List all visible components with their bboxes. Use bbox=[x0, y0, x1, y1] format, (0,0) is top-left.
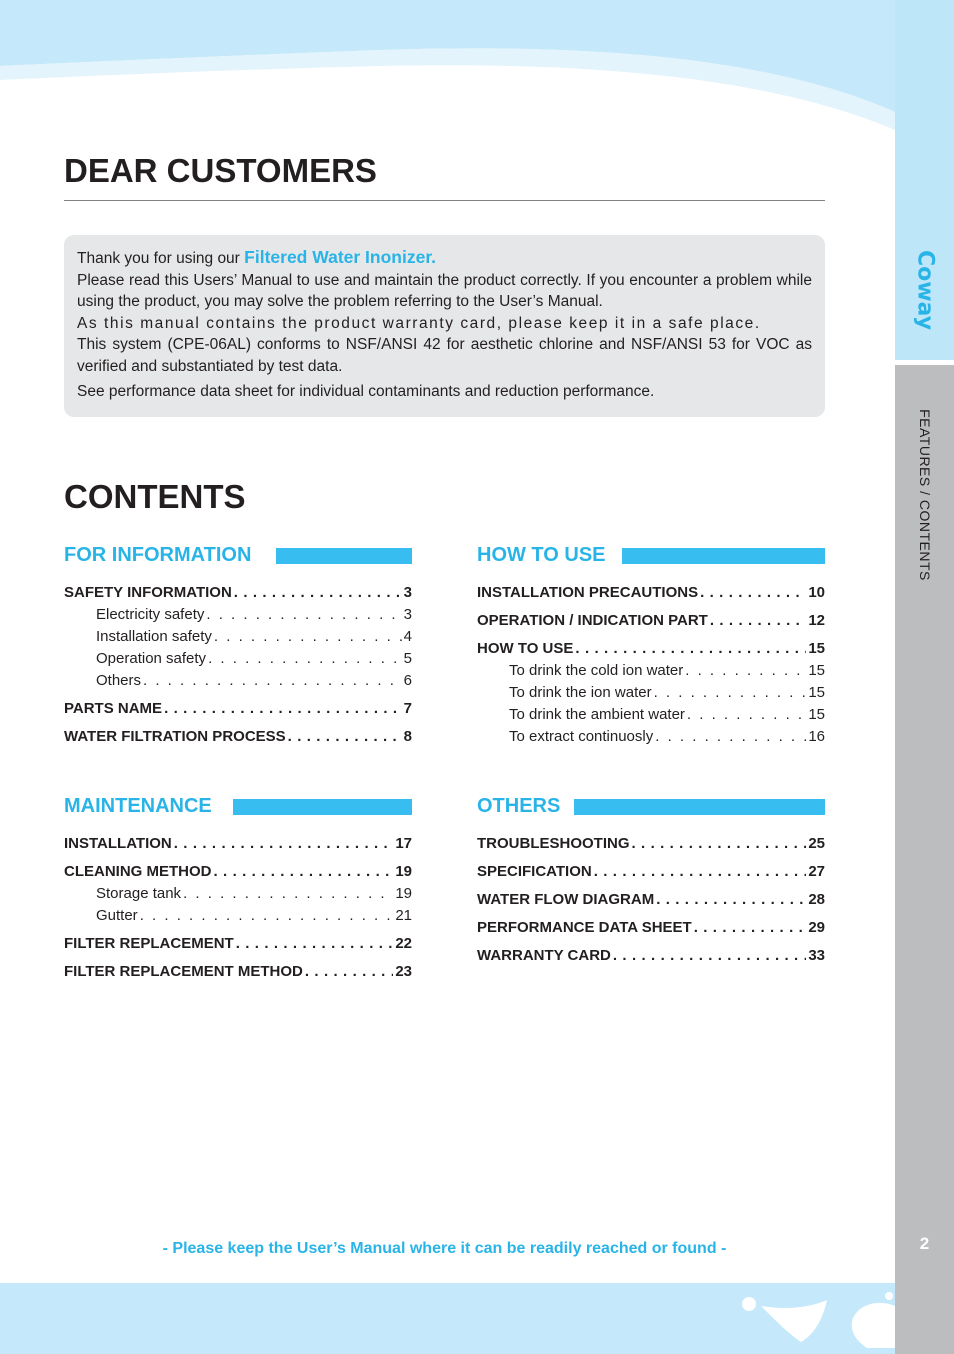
intro-lead-line bbox=[77, 247, 812, 270]
brand-logo: Coway bbox=[912, 249, 937, 331]
section-bar bbox=[622, 548, 825, 564]
toc-section-others bbox=[477, 793, 825, 967]
toc-entry-label: WATER FILTRATION PROCESS bbox=[64, 728, 286, 745]
toc-entry-label: Installation safety bbox=[96, 628, 212, 645]
toc-entry-label: Gutter bbox=[96, 907, 138, 924]
toc-list bbox=[64, 833, 412, 983]
toc-entry-label: Operation safety bbox=[96, 650, 207, 667]
toc-entry[interactable] bbox=[64, 861, 412, 883]
toc-list bbox=[477, 833, 825, 967]
toc-entry-label: Storage tank bbox=[96, 885, 182, 902]
top-wave-decoration bbox=[0, 0, 895, 130]
toc-entry-label: SAFETY INFORMATION bbox=[64, 584, 232, 601]
toc-entry[interactable] bbox=[64, 582, 412, 604]
toc-leader-dots bbox=[632, 833, 807, 855]
toc-leader-dots bbox=[143, 670, 402, 692]
toc-leader-dots bbox=[305, 961, 393, 983]
toc-entry-label: TROUBLESHOOTING bbox=[477, 835, 630, 852]
toc-entry[interactable] bbox=[477, 917, 825, 939]
intro-paragraph-2: As this manual contains the product warranty card, please keep it in a safe place. bbox=[77, 314, 761, 332]
toc-subentry[interactable] bbox=[477, 682, 825, 704]
toc-page-number: 22 bbox=[395, 935, 412, 952]
toc-leader-dots bbox=[208, 648, 402, 670]
toc-entry[interactable] bbox=[477, 638, 825, 660]
toc-entry-label: HOW TO USE bbox=[477, 640, 574, 657]
toc-subentry[interactable] bbox=[64, 604, 412, 626]
toc-leader-dots bbox=[575, 638, 806, 660]
footer-note: - Please keep the User’s Manual where it can be readily reached or found - bbox=[162, 1240, 727, 1257]
toc-page-number: 17 bbox=[395, 835, 412, 852]
toc-entry[interactable] bbox=[477, 945, 825, 967]
intro-paragraph-3: This system (CPE-06AL) conforms to NSF/ANSI 42 for aesthetic chlorine and NSF/ANSI 53 for VOC as verified and substantiated by test data. bbox=[77, 336, 812, 375]
toc-page-number: 29 bbox=[808, 919, 825, 936]
toc-entry-label: Electricity safety bbox=[96, 606, 205, 623]
intro-paragraph-4: See performance data sheet for individual contaminants and reduction performance. bbox=[77, 383, 655, 400]
toc-page-number: 28 bbox=[808, 891, 825, 908]
toc-leader-dots bbox=[236, 933, 394, 955]
toc-page-number: 33 bbox=[808, 947, 825, 964]
section-header bbox=[64, 793, 412, 819]
toc-page-number: 5 bbox=[403, 650, 412, 667]
toc-entry-label: FILTER REPLACEMENT bbox=[64, 935, 234, 952]
toc-page-number: 16 bbox=[808, 728, 825, 745]
toc-leader-dots bbox=[214, 626, 402, 648]
toc-subentry[interactable] bbox=[477, 704, 825, 726]
toc-page-number: 8 bbox=[403, 728, 412, 745]
toc-page-number: 23 bbox=[395, 963, 412, 980]
toc-subentry[interactable] bbox=[64, 648, 412, 670]
toc-entry[interactable] bbox=[64, 933, 412, 955]
toc-leader-dots bbox=[654, 682, 807, 704]
toc-entry-label: To drink the cold ion water bbox=[509, 662, 684, 679]
toc-section-maintenance bbox=[64, 793, 412, 983]
toc-leader-dots bbox=[594, 861, 807, 883]
toc-page-number: 3 bbox=[403, 606, 412, 623]
section-header bbox=[477, 542, 825, 568]
toc-leader-dots bbox=[288, 726, 402, 748]
toc-leader-dots bbox=[174, 833, 394, 855]
contents-title: CONTENTS bbox=[64, 478, 246, 515]
product-name: Filtered Water Inonizer. bbox=[244, 247, 437, 267]
toc-entry[interactable] bbox=[64, 961, 412, 983]
toc-leader-dots bbox=[710, 610, 806, 632]
toc-entry-label: INSTALLATION PRECAUTIONS bbox=[477, 584, 699, 601]
toc-entry-label: To drink the ambient water bbox=[509, 706, 685, 723]
toc-page-number: 15 bbox=[808, 662, 825, 679]
toc-section-how-to-use bbox=[477, 542, 825, 748]
section-header bbox=[64, 542, 412, 568]
toc-entry-label: PERFORMANCE DATA SHEET bbox=[477, 919, 692, 936]
toc-entry-label: Others bbox=[96, 672, 142, 689]
section-bar bbox=[276, 548, 412, 564]
toc-page-number: 6 bbox=[403, 672, 412, 689]
toc-leader-dots bbox=[656, 889, 806, 911]
toc-leader-dots bbox=[700, 582, 806, 604]
toc-subentry[interactable] bbox=[477, 660, 825, 682]
toc-leader-dots bbox=[655, 726, 806, 748]
intro-lead: Thank you for using our bbox=[77, 250, 240, 267]
toc-list bbox=[477, 582, 825, 748]
toc-page-number: 4 bbox=[403, 628, 412, 645]
page-title: DEAR CUSTOMERS bbox=[64, 152, 377, 189]
toc-page-number: 12 bbox=[808, 612, 825, 629]
toc-page-number: 10 bbox=[808, 584, 825, 601]
intro-paragraph-1: Please read this Users’ Manual to use and maintain the product correctly. If you encounter a problem while using the product, you may solve the problem referring to the User’s Manual. bbox=[77, 271, 812, 310]
toc-section-for-information bbox=[64, 542, 412, 748]
toc-entry-label: OPERATION / INDICATION PART bbox=[477, 612, 708, 629]
toc-page-number: 19 bbox=[395, 885, 412, 902]
section-bar bbox=[233, 799, 412, 815]
toc-leader-dots bbox=[694, 917, 807, 939]
toc-entry-label: WARRANTY CARD bbox=[477, 947, 611, 964]
toc-entry-label: INSTALLATION bbox=[64, 835, 172, 852]
toc-entry-label: To extract continuosly bbox=[509, 728, 654, 745]
toc-page-number: 27 bbox=[808, 863, 825, 880]
toc-entry-label: FILTER REPLACEMENT METHOD bbox=[64, 963, 303, 980]
title-divider bbox=[64, 200, 825, 201]
section-bar bbox=[574, 799, 825, 815]
toc-entry-label: WATER FLOW DIAGRAM bbox=[477, 891, 655, 908]
toc-entry[interactable] bbox=[64, 698, 412, 720]
toc-page-number: 19 bbox=[395, 863, 412, 880]
page-number: 2 bbox=[919, 1234, 930, 1253]
toc-entry-label: PARTS NAME bbox=[64, 700, 163, 717]
toc-entry[interactable] bbox=[477, 861, 825, 883]
toc-entry[interactable] bbox=[64, 726, 412, 748]
toc-subentry[interactable] bbox=[64, 626, 412, 648]
water-drop-icon bbox=[735, 1288, 895, 1348]
toc-leader-dots bbox=[613, 945, 806, 967]
toc-leader-dots bbox=[206, 604, 401, 626]
toc-leader-dots bbox=[214, 861, 394, 883]
toc-subentry[interactable] bbox=[64, 883, 412, 905]
section-label: FEATURES / CONTENTS bbox=[916, 409, 933, 581]
toc-page-number: 15 bbox=[808, 684, 825, 701]
toc-leader-dots bbox=[234, 582, 402, 604]
intro-box bbox=[64, 235, 825, 417]
section-title: OTHERS bbox=[477, 795, 561, 817]
toc-leader-dots bbox=[685, 660, 806, 682]
toc-entry-label: SPECIFICATION bbox=[477, 863, 592, 880]
toc-subentry[interactable] bbox=[477, 726, 825, 748]
toc-entry[interactable] bbox=[477, 889, 825, 911]
section-title: MAINTENANCE bbox=[64, 795, 212, 817]
toc-leader-dots bbox=[164, 698, 402, 720]
section-title: FOR INFORMATION bbox=[64, 544, 252, 566]
toc-page-number: 15 bbox=[808, 640, 825, 657]
toc-leader-dots bbox=[140, 905, 394, 927]
toc-list bbox=[64, 582, 412, 748]
toc-page-number: 7 bbox=[403, 700, 412, 717]
toc-entry[interactable] bbox=[64, 833, 412, 855]
toc-subentry[interactable] bbox=[64, 905, 412, 927]
toc-page-number: 3 bbox=[403, 584, 412, 601]
toc-leader-dots bbox=[687, 704, 806, 726]
toc-page-number: 21 bbox=[395, 907, 412, 924]
toc-entry-label: CLEANING METHOD bbox=[64, 863, 212, 880]
toc-entry[interactable] bbox=[477, 610, 825, 632]
section-title: HOW TO USE bbox=[477, 544, 606, 566]
toc-entry[interactable] bbox=[477, 582, 825, 604]
toc-subentry[interactable] bbox=[64, 670, 412, 692]
toc-entry-label: To drink the ion water bbox=[509, 684, 652, 701]
toc-page-number: 15 bbox=[808, 706, 825, 723]
toc-leader-dots bbox=[183, 883, 393, 905]
toc-page-number: 25 bbox=[808, 835, 825, 852]
section-header bbox=[477, 793, 825, 819]
toc-entry[interactable] bbox=[477, 833, 825, 855]
